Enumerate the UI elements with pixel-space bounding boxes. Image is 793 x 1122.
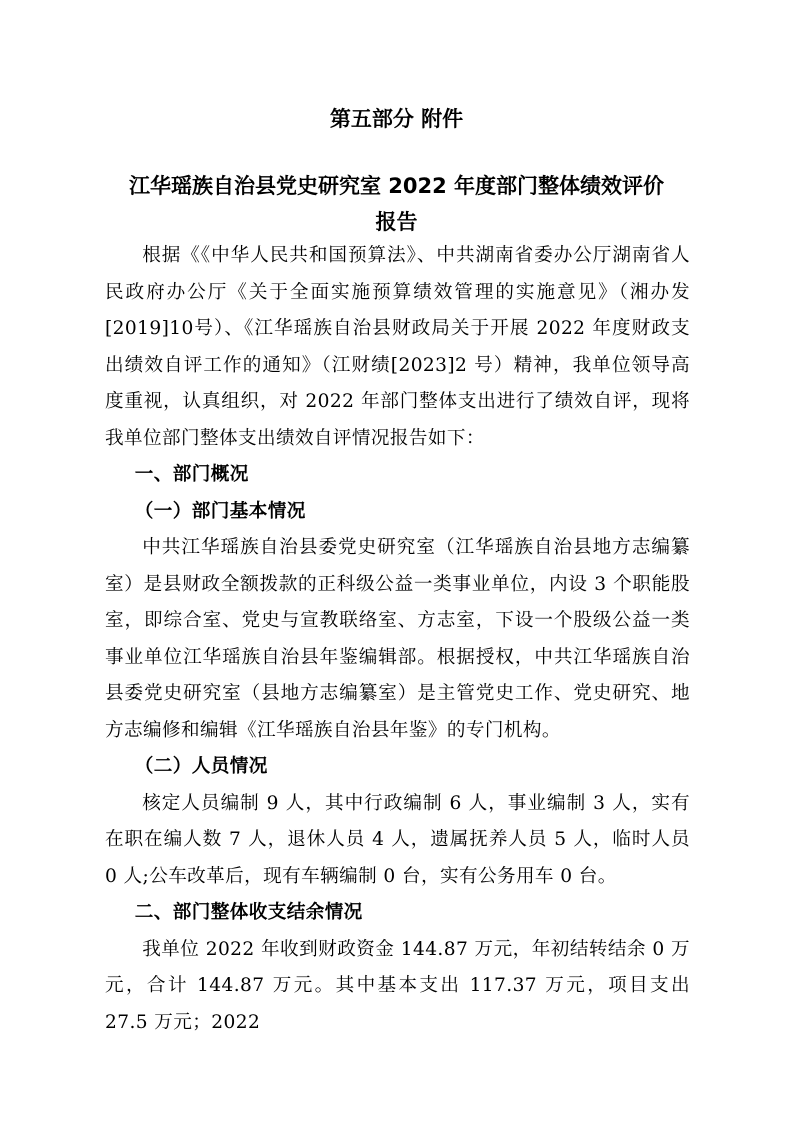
subheading-basic-info: （一）部门基本情况	[134, 500, 306, 522]
heading-income-expenditure: 二、部门整体收支结余情况	[134, 902, 363, 923]
finance-paragraph: 我单位 2022 年收到财政资金 144.87 万元，年初结转结余 0 万元，合计 144.87 万元。其中基本支出 117.37 万元，项目支出 27.5 万元；2022	[105, 938, 690, 1033]
basic-info-paragraph: 中共江华瑶族自治县委党史研究室（江华瑶族自治县地方志编纂室）是县财政全额拨款的正科级公益一类事业单位，内设 3 个职能股室，即综合室、党史与宣教联络室、方志室，下设一个股级公益一类事业单位江华瑶族自治县年鉴编辑部。根据授权，中共江华瑶族自治县委党史研究室（县地方志编纂室）是主管党史工作、党史研究、地方志编修和编辑《江华瑶族自治县年鉴》的专门机构。	[105, 537, 690, 741]
heading-department-overview: 一、部门概况	[134, 464, 249, 485]
subheading-staff: （二）人员情况	[134, 756, 268, 777]
report-body	[105, 238, 690, 1041]
report-title: 江华瑶族自治县党史研究室 2022 年度部门整体绩效评价报告	[128, 174, 665, 234]
section-title: 第五部分 附件	[329, 107, 464, 131]
staff-paragraph: 核定人员编制 9 人，其中行政编制 6 人，事业编制 3 人，实有在职在编人数 7 人，退休人员 4 人，遗属抚养人员 5 人，临时人员 0 人;公车改革后，现有车辆编制 0 台，实有公务用车 0 台。	[105, 792, 690, 887]
intro-paragraph: 根据《《中华人民共和国预算法》、中共湖南省委办公厅湖南省人民政府办公厅《关于全面实施预算绩效管理的实施意见》（湘办发[2019]10号）、《江华瑶族自治县财政局关于开展 2022 年度财政支出绩效自评工作的通知》（江财绩[2023]2 号）精神，我单位领导高度重视，认真组织，对 2022 年部门整体支出进行了绩效自评，现将我单位部门整体支出绩效自评情况报告如下：	[105, 245, 690, 449]
